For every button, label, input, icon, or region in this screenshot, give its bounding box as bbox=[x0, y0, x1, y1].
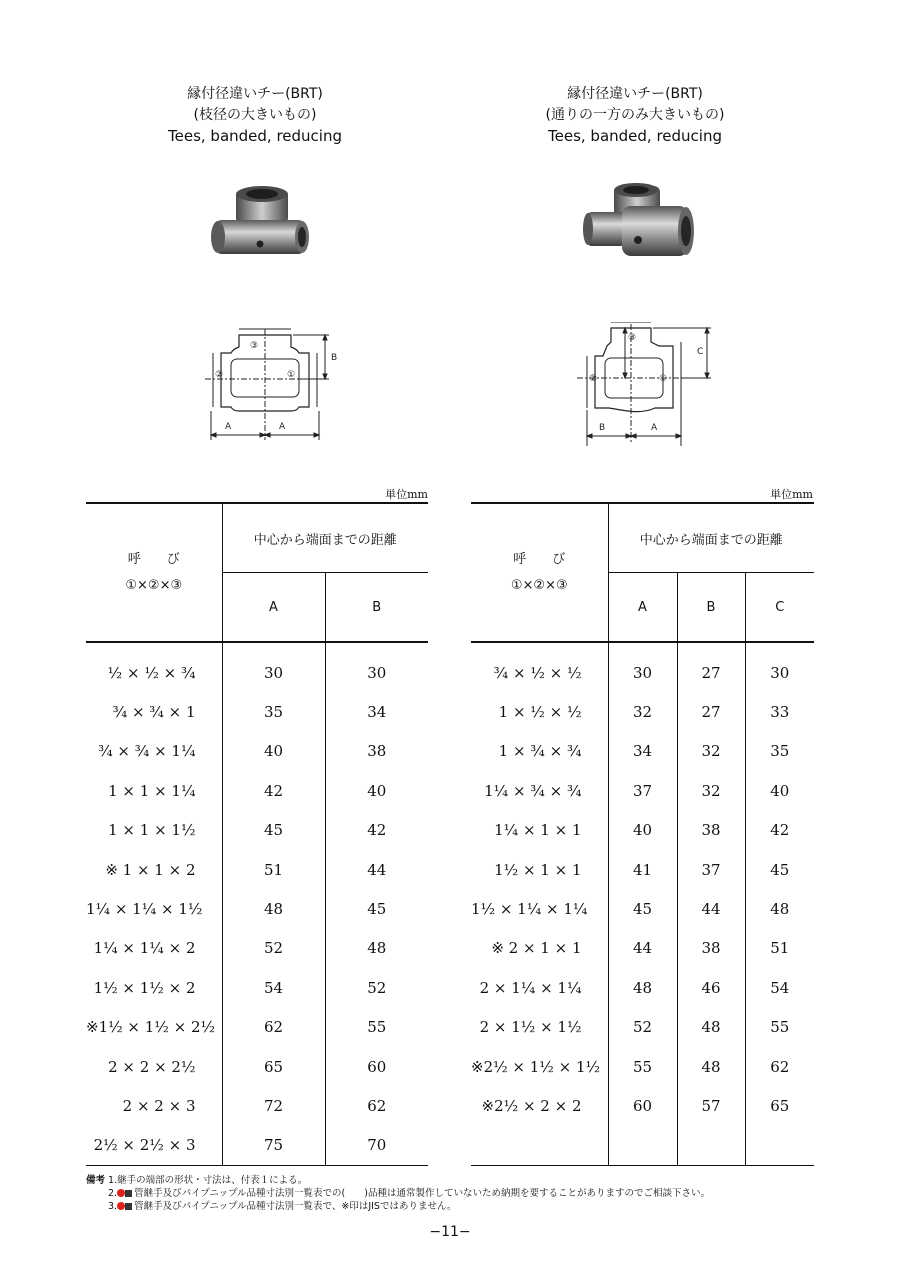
dimension-value: 30 bbox=[770, 663, 790, 682]
table-row bbox=[86, 1126, 428, 1166]
table-row bbox=[86, 1086, 428, 1125]
left-dimension-table bbox=[86, 502, 428, 1166]
right-diagram-dim-a: A bbox=[651, 423, 658, 433]
table-row bbox=[471, 771, 814, 810]
table-row bbox=[86, 732, 428, 771]
left-dimension-diagram bbox=[195, 325, 345, 443]
dimension-value: 32 bbox=[677, 771, 745, 810]
dimension-value: 38 bbox=[367, 742, 387, 761]
dimension-value: 65 bbox=[222, 1047, 325, 1086]
dimension-value: 48 bbox=[677, 1047, 745, 1086]
size-designation: 1¼ × 1 × 1 bbox=[471, 811, 608, 850]
right-subtitle-jp: (通りの一方のみ大きいもの) bbox=[545, 107, 725, 123]
left-header-col-b: B bbox=[325, 573, 428, 643]
size-designation: 1 × 1 × 1½ bbox=[86, 811, 222, 850]
left-diagram-dim-a2: A bbox=[279, 422, 286, 432]
table-row bbox=[471, 642, 814, 692]
dimension-value: 70 bbox=[367, 1136, 387, 1155]
table-row bbox=[86, 968, 428, 1007]
dimension-value: 35 bbox=[222, 692, 325, 731]
size-designation: ※1½ × 1½ × 2½ bbox=[86, 1008, 222, 1047]
right-diagram-port1: ① bbox=[659, 374, 668, 384]
right-fitting-photo bbox=[578, 178, 698, 270]
dimension-value: 48 bbox=[677, 1008, 745, 1047]
table-row bbox=[471, 968, 814, 1007]
square-marker-icon bbox=[125, 1190, 132, 1197]
note-1 bbox=[86, 1174, 816, 1187]
note-1-text: 1.継手の端部の形状・寸法は、付表１による。 bbox=[108, 1175, 308, 1186]
note-3-number: 3. bbox=[108, 1201, 118, 1212]
right-header-name-text: 呼 び bbox=[513, 551, 566, 567]
dimension-value: 40 bbox=[770, 781, 790, 800]
dimension-value: 48 bbox=[222, 889, 325, 928]
right-diagram-port2: ② bbox=[589, 374, 598, 384]
size-designation: ※ 1 × 1 × 2 bbox=[86, 850, 222, 889]
table-row bbox=[86, 929, 428, 968]
dimension-value: 32 bbox=[677, 732, 745, 771]
right-title-block bbox=[480, 84, 790, 147]
dimension-value: 42 bbox=[367, 821, 387, 840]
table-row bbox=[471, 811, 814, 850]
red-circle-marker-icon bbox=[117, 1202, 125, 1210]
dimension-value: 75 bbox=[222, 1126, 325, 1166]
size-designation: ½ × ½ × ¾ bbox=[86, 642, 222, 692]
size-designation: ※ 2 × 1 × 1 bbox=[471, 929, 608, 968]
left-title-en: Tees, banded, reducing bbox=[168, 127, 342, 145]
size-designation: 1½ × 1 × 1 bbox=[471, 850, 608, 889]
red-circle-marker-icon bbox=[117, 1189, 125, 1197]
note-3 bbox=[86, 1200, 816, 1213]
table-row bbox=[86, 811, 428, 850]
dimension-value: 62 bbox=[770, 1057, 790, 1076]
table-row bbox=[86, 1008, 428, 1047]
dimension-value: 41 bbox=[608, 850, 677, 889]
dimension-value: 40 bbox=[222, 732, 325, 771]
size-designation: ¾ × ½ × ½ bbox=[471, 642, 608, 692]
dimension-value: 40 bbox=[367, 781, 387, 800]
dimension-value: 30 bbox=[367, 663, 387, 682]
size-designation: 1½ × 1½ × 2 bbox=[86, 968, 222, 1007]
dimension-value: 38 bbox=[677, 929, 745, 968]
size-designation: 2 × 1½ × 1½ bbox=[471, 1008, 608, 1047]
size-designation: 2 × 1¼ × 1¼ bbox=[471, 968, 608, 1007]
dimension-value: 57 bbox=[677, 1086, 745, 1125]
left-header-col-a: A bbox=[222, 573, 325, 643]
dimension-value: 30 bbox=[222, 642, 325, 692]
dimension-value: 48 bbox=[608, 968, 677, 1007]
table-row bbox=[471, 889, 814, 928]
left-title-jp: 縁付径違いチー(BRT) bbox=[187, 86, 323, 102]
left-title-block bbox=[100, 84, 410, 147]
left-diagram-port2: ② bbox=[215, 370, 224, 380]
dimension-value: 62 bbox=[222, 1008, 325, 1047]
dimension-value: 51 bbox=[222, 850, 325, 889]
size-designation: 1¼ × ¾ × ¾ bbox=[471, 771, 608, 810]
dimension-value: 60 bbox=[367, 1057, 387, 1076]
dimension-value: 54 bbox=[222, 968, 325, 1007]
table-row bbox=[471, 692, 814, 731]
size-designation: 2 × 2 × 3 bbox=[86, 1086, 222, 1125]
left-fitting-photo bbox=[200, 180, 320, 270]
dimension-value: 45 bbox=[222, 811, 325, 850]
table-row bbox=[471, 1008, 814, 1047]
right-header-formula: ①×②×③ bbox=[510, 577, 568, 593]
right-dimension-table bbox=[471, 502, 814, 1166]
dimension-value: 30 bbox=[608, 642, 677, 692]
size-designation: 1½ × 1¼ × 1¼ bbox=[471, 889, 608, 928]
dimension-value: 55 bbox=[770, 1018, 790, 1037]
dimension-value: 44 bbox=[677, 889, 745, 928]
size-designation: ¾ × ¾ × 1¼ bbox=[86, 732, 222, 771]
dimension-value: 55 bbox=[608, 1047, 677, 1086]
dimension-value: 34 bbox=[608, 732, 677, 771]
right-dimension-diagram bbox=[573, 322, 723, 448]
dimension-value: 37 bbox=[677, 850, 745, 889]
dimension-value: 62 bbox=[367, 1096, 387, 1115]
note-2 bbox=[86, 1187, 816, 1200]
dimension-value: 38 bbox=[677, 811, 745, 850]
table-row bbox=[471, 732, 814, 771]
dimension-value: 42 bbox=[770, 821, 790, 840]
size-designation: ※2½ × 2 × 2 bbox=[471, 1086, 608, 1125]
left-header-name-text: 呼 び bbox=[127, 551, 180, 567]
right-header-distance: 中心から端面までの距離 bbox=[608, 503, 814, 573]
note-3-text: 管継手及びパイプニップル品種寸法別一覧表で、※印はJISではありません。 bbox=[134, 1201, 457, 1212]
right-diagram-port3: ③ bbox=[628, 333, 637, 343]
size-designation: ¾ × ¾ × 1 bbox=[86, 692, 222, 731]
page-number: −11− bbox=[429, 1224, 471, 1240]
dimension-value: 45 bbox=[367, 900, 387, 919]
dimension-value: 54 bbox=[770, 978, 790, 997]
size-designation: 1¼ × 1¼ × 1½ bbox=[86, 889, 222, 928]
dimension-value: 52 bbox=[222, 929, 325, 968]
right-title-en: Tees, banded, reducing bbox=[548, 127, 722, 145]
dimension-value: 60 bbox=[608, 1086, 677, 1125]
dimension-value: 44 bbox=[608, 929, 677, 968]
table-row bbox=[86, 692, 428, 731]
right-diagram-dim-c: C bbox=[697, 347, 704, 357]
size-designation: 1 × ¾ × ¾ bbox=[471, 732, 608, 771]
right-unit-label: 単位mm bbox=[770, 488, 813, 501]
dimension-value: 37 bbox=[608, 771, 677, 810]
dimension-value: 34 bbox=[367, 703, 387, 722]
dimension-value: 33 bbox=[770, 703, 790, 722]
right-diagram-dim-b: B bbox=[599, 423, 606, 433]
table-row bbox=[86, 1047, 428, 1086]
table-row bbox=[86, 850, 428, 889]
left-diagram-port3: ③ bbox=[250, 341, 259, 351]
table-row bbox=[471, 1086, 814, 1125]
dimension-value: 42 bbox=[222, 771, 325, 810]
right-header-col-a: A bbox=[608, 573, 677, 643]
table-row bbox=[86, 642, 428, 692]
left-header-formula: ①×②×③ bbox=[125, 577, 183, 593]
dimension-value: 40 bbox=[608, 811, 677, 850]
dimension-value: 55 bbox=[367, 1018, 387, 1037]
square-marker-icon bbox=[125, 1203, 132, 1210]
left-subtitle-jp: (枝径の大きいもの) bbox=[193, 107, 317, 123]
dimension-value: 27 bbox=[677, 692, 745, 731]
table-row bbox=[471, 850, 814, 889]
left-diagram-dim-a1: A bbox=[225, 422, 232, 432]
size-designation: 2 × 2 × 2½ bbox=[86, 1047, 222, 1086]
dimension-value: 27 bbox=[677, 642, 745, 692]
right-header-col-b: B bbox=[677, 573, 745, 643]
left-diagram-port1: ① bbox=[287, 370, 296, 380]
right-header-name bbox=[471, 503, 608, 642]
note-2-number: 2. bbox=[108, 1188, 118, 1199]
left-header-name bbox=[86, 503, 222, 642]
size-designation: 1 × ½ × ½ bbox=[471, 692, 608, 731]
dimension-value: 45 bbox=[770, 860, 790, 879]
left-unit-label: 単位mm bbox=[385, 488, 428, 501]
size-designation: 1 × 1 × 1¼ bbox=[86, 771, 222, 810]
dimension-value: 52 bbox=[608, 1008, 677, 1047]
table-row bbox=[471, 929, 814, 968]
notes-label: 備考 bbox=[86, 1175, 106, 1186]
dimension-value: 72 bbox=[222, 1086, 325, 1125]
dimension-value: 45 bbox=[608, 889, 677, 928]
dimension-value: 48 bbox=[367, 939, 387, 958]
right-title-jp: 縁付径違いチー(BRT) bbox=[567, 86, 703, 102]
dimension-value: 35 bbox=[770, 742, 790, 761]
table-row bbox=[86, 889, 428, 928]
notes-block bbox=[86, 1174, 816, 1213]
right-header-col-c: C bbox=[745, 573, 814, 643]
dimension-value: 51 bbox=[770, 939, 790, 958]
table-row-empty bbox=[471, 1126, 814, 1166]
dimension-value: 65 bbox=[770, 1096, 790, 1115]
dimension-value: 32 bbox=[608, 692, 677, 731]
table-row bbox=[86, 771, 428, 810]
table-row bbox=[471, 1047, 814, 1086]
size-designation: 1¼ × 1¼ × 2 bbox=[86, 929, 222, 968]
size-designation: ※2½ × 1½ × 1½ bbox=[471, 1047, 608, 1086]
dimension-value: 52 bbox=[367, 978, 387, 997]
dimension-value: 48 bbox=[770, 900, 790, 919]
note-2-text: 管継手及びパイプニップル品種寸法別一覧表での( )品種は通常製作していないため納期を要することがありますのでご相談下さい。 bbox=[134, 1188, 710, 1199]
dimension-value: 46 bbox=[677, 968, 745, 1007]
left-header-distance: 中心から端面までの距離 bbox=[222, 503, 428, 573]
size-designation: 2½ × 2½ × 3 bbox=[86, 1126, 222, 1166]
dimension-value: 44 bbox=[367, 860, 387, 879]
left-diagram-dim-b: B bbox=[331, 353, 338, 363]
